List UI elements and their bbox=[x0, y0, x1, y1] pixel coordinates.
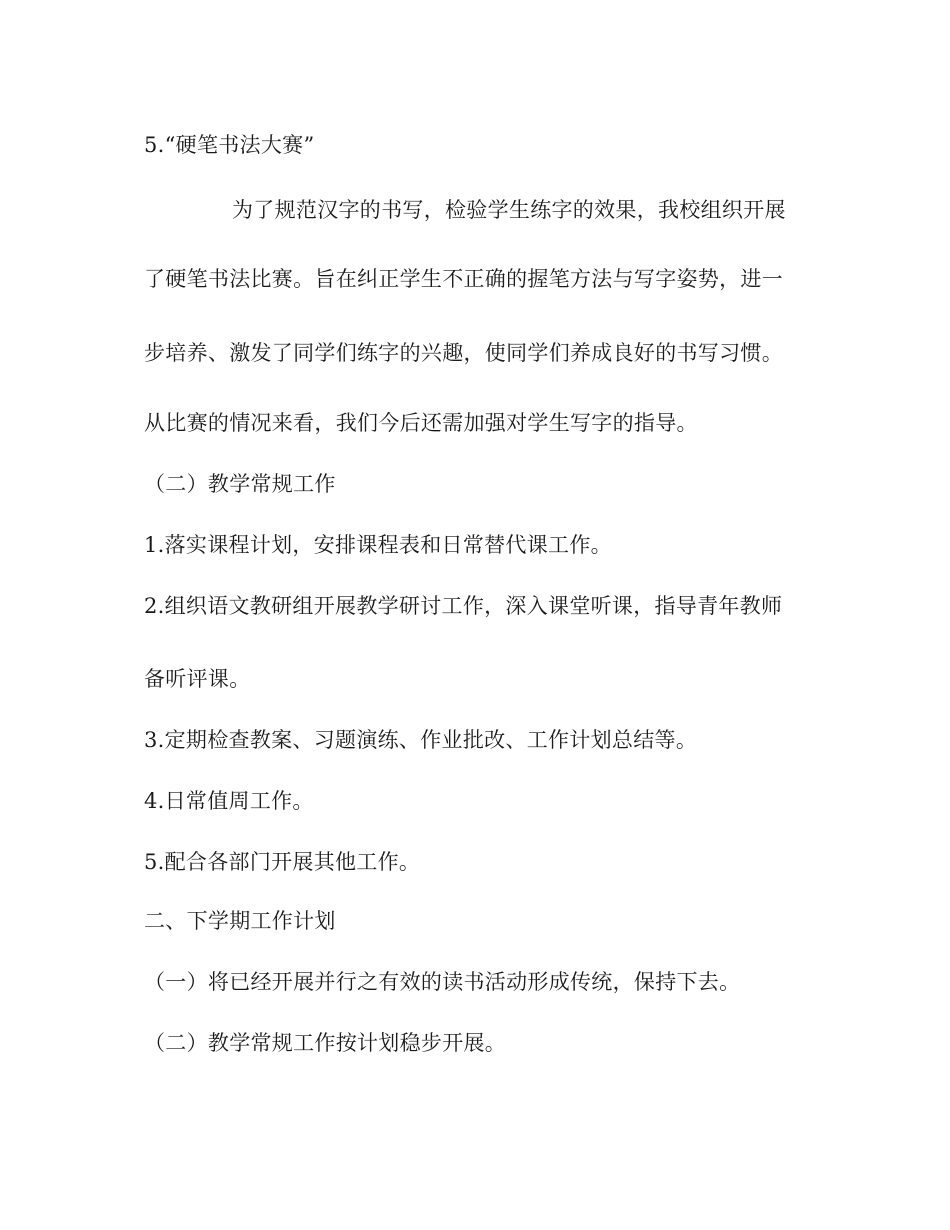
list-item-1: 1.落实课程计划，安排课程表和日常替代课工作。 bbox=[144, 533, 612, 557]
section-heading-calligraphy-contest: 5.“硬笔书法大赛” bbox=[144, 133, 315, 157]
plan-item-1: （一）将已经开展并行之有效的读书活动形成传统，保持下去。 bbox=[144, 970, 741, 994]
plan-item-2: （二）教学常规工作按计划稳步开展。 bbox=[144, 1031, 507, 1055]
subsection-heading-teaching-routine: （二）教学常规工作 bbox=[144, 472, 336, 496]
paragraph-line-3: 步培养、激发了同学们练字的兴趣，使同学们养成良好的书写习惯。 bbox=[144, 341, 783, 365]
list-item-2-line-2: 备听评课。 bbox=[144, 667, 251, 691]
list-item-2-line-1: 2.组织语文教研组开展教学研讨工作，深入课堂听课，指导青年教师 bbox=[144, 594, 783, 618]
paragraph-line-1: 为了规范汉字的书写，检验学生练字的效果，我校组织开展 bbox=[232, 198, 786, 222]
list-item-4: 4.日常值周工作。 bbox=[144, 789, 314, 813]
list-item-3: 3.定期检查教案、习题演练、作业批改、工作计划总结等。 bbox=[144, 728, 698, 752]
paragraph-line-4: 从比赛的情况来看，我们今后还需加强对学生写字的指导。 bbox=[144, 411, 698, 435]
list-item-5: 5.配合各部门开展其他工作。 bbox=[144, 850, 421, 874]
part-heading-next-semester-plan: 二、下学期工作计划 bbox=[144, 909, 336, 933]
paragraph-line-2: 了硬笔书法比赛。旨在纠正学生不正确的握笔方法与写字姿势，进一 bbox=[144, 267, 783, 291]
